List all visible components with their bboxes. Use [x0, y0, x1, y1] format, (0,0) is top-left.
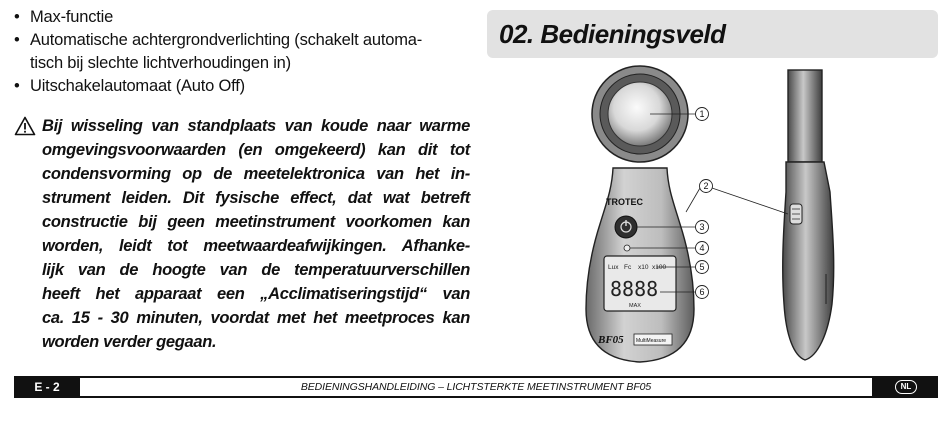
callout-6	[696, 286, 709, 299]
model-name: BF05	[598, 334, 624, 346]
language-badge: NL	[895, 380, 917, 394]
bullet-marker: •	[14, 77, 20, 95]
bullet-marker: •	[14, 31, 20, 49]
callout-number: 3	[699, 222, 705, 232]
warning-block	[14, 114, 470, 354]
warning-text	[42, 114, 470, 354]
warning-line: condensvorming op de meetelektronica van het in-	[42, 165, 470, 183]
section-title: 02. Bedieningsveld	[499, 19, 726, 49]
callout-number: 4	[699, 243, 705, 253]
indicator-led	[624, 245, 630, 251]
warning-line: Bij wisseling van standplaats van koude naar warme	[42, 117, 470, 135]
callout-2	[700, 180, 713, 193]
footer	[14, 376, 938, 398]
callout-number: 6	[699, 287, 705, 297]
model-subtitle: MultiMeasure	[636, 338, 667, 344]
lcd-unit-label: x10	[638, 264, 649, 271]
warning-line: constructie bij geen meetinstrument voorkomen kan	[42, 213, 470, 231]
warning-line: strument leiden. Dit fysische effect, dat wat betreft	[42, 189, 470, 207]
left-column	[14, 6, 470, 354]
power-button[interactable]	[615, 216, 637, 238]
bullet-marker: •	[14, 8, 20, 26]
side-view	[783, 70, 834, 360]
callout-3	[696, 221, 709, 234]
callout-markers	[696, 108, 713, 299]
page-number: E - 2	[14, 378, 80, 396]
front-view	[586, 66, 694, 362]
callout-5	[696, 261, 709, 274]
callout-number: 1	[699, 109, 705, 119]
warning-line: omgevingsvoorwaarden (en omgekeerd) kan dit tot	[42, 141, 470, 159]
feature-text: Automatische achtergrondverlichting (schakelt automa-	[30, 31, 423, 49]
feature-text: tisch bij slechte lichtverhoudingen in)	[30, 54, 291, 72]
feature-item	[14, 6, 470, 29]
feature-list	[14, 6, 470, 98]
feature-text: Uitschakelautomaat (Auto Off)	[30, 77, 245, 95]
brand-logo: TROTEC	[606, 197, 643, 207]
language-box	[872, 378, 938, 396]
side-sensor-head	[788, 70, 822, 162]
lcd-unit-label: x100	[652, 264, 667, 271]
callout-1	[696, 108, 709, 121]
footer-title: BEDIENINGSHANDLEIDING – LICHTSTERKTE MEETINSTRUMENT BF05	[300, 381, 652, 393]
lcd-digits: 8888	[610, 277, 659, 301]
warning-line: ca. 15 - 30 minuten, voordat met het meetproces kan	[42, 309, 470, 327]
lcd-max-label: MAX	[629, 303, 641, 309]
warning-line: heeft het apparaat een „Acclimatiseringstijd“ van	[42, 285, 470, 303]
control-panel-diagram	[560, 64, 940, 376]
section-header	[487, 10, 938, 58]
feature-item	[14, 29, 470, 75]
lcd-unit-label: Lux	[608, 264, 619, 271]
warning-line: worden, leidt tot meetwaardeafwijkingen. Afhanke-	[42, 237, 470, 255]
warning-line: worden verder gegaan.	[42, 333, 217, 351]
lcd-unit-label: Fc	[624, 264, 632, 271]
side-body	[783, 162, 834, 360]
feature-item	[14, 75, 470, 98]
warning-triangle-icon	[14, 116, 36, 136]
callout-number: 5	[699, 262, 705, 272]
callout-4	[696, 242, 709, 255]
callout-number: 2	[703, 181, 709, 191]
feature-text: Max-functie	[30, 8, 114, 26]
warning-line: lijk van de hoogte van de temperatuurverschillen	[42, 261, 470, 279]
